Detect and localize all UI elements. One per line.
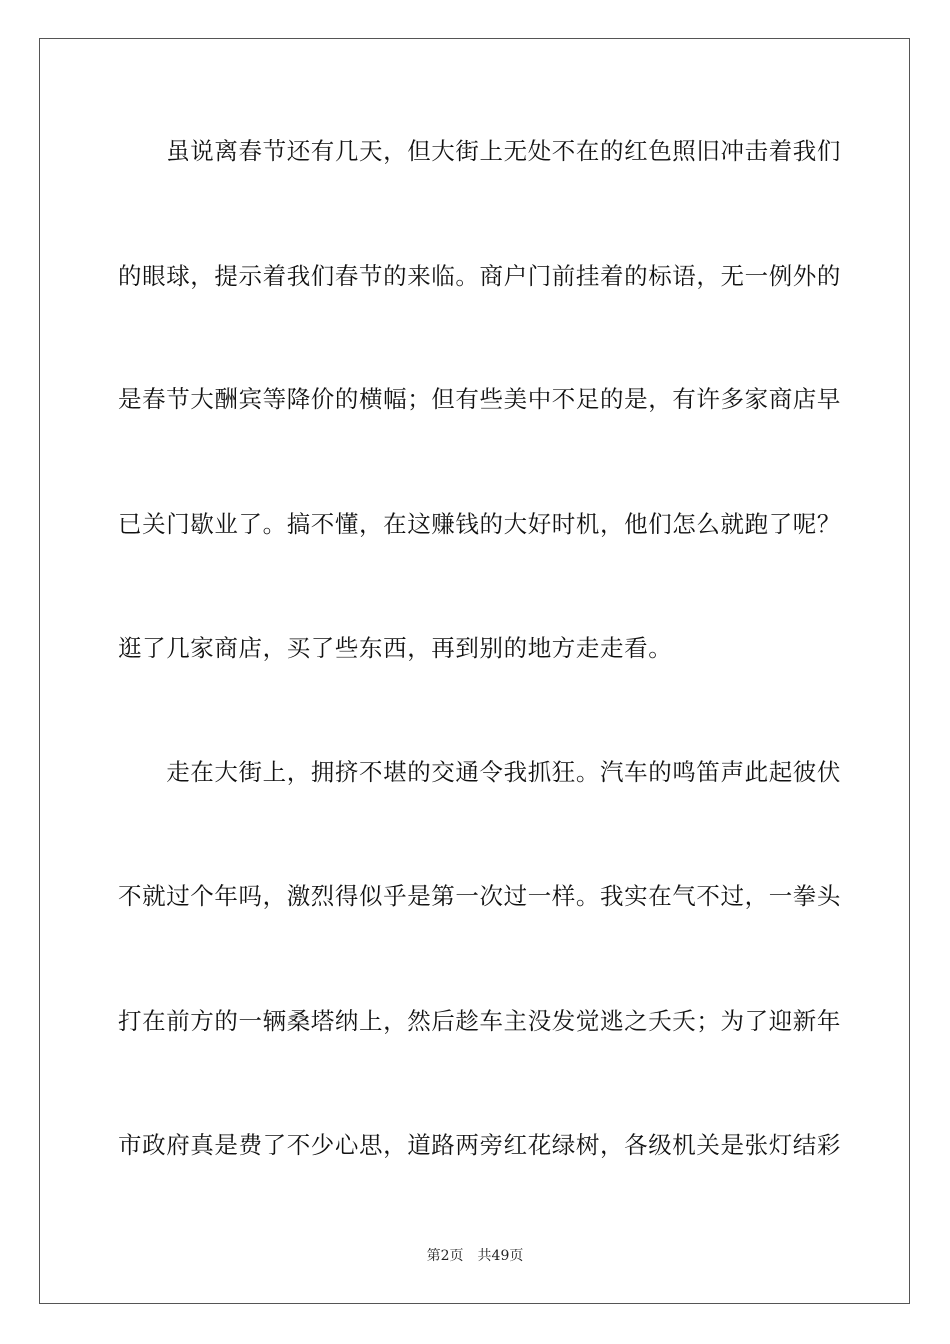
text-line: 的眼球，提示着我们春节的来临。商户门前挂着的标语，无一例外的 (118, 262, 841, 290)
page-total: 共49页 (477, 1248, 524, 1264)
text-line: 已关门歇业了。搞不懂，在这赚钱的大好时机，他们怎么就跑了呢？ (118, 510, 841, 538)
text-line: 虽说离春节还有几天，但大街上无处不在的红色照旧冲击着我们 (118, 137, 841, 165)
page-number: 第2页 (426, 1248, 464, 1264)
text-line: 不就过个年吗，激烈得似乎是第一次过一样。我实在气不过，一拳头 (118, 882, 841, 910)
page-footer (0, 1246, 950, 1266)
text-line: 是春节大酬宾等降价的横幅；但有些美中不足的是，有许多家商店早 (118, 385, 841, 413)
text-line: 逛了几家商店，买了些东西，再到别的地方走走看。 (118, 634, 673, 662)
page-frame (39, 38, 910, 1304)
text-line: 市政府真是费了不少心思，道路两旁红花绿树，各级机关是张灯结彩 (118, 1131, 841, 1159)
text-line: 打在前方的一辆桑塔纳上，然后趁车主没发觉逃之夭夭；为了迎新年 (118, 1007, 841, 1035)
text-line: 走在大街上，拥挤不堪的交通令我抓狂。汽车的鸣笛声此起彼伏 (118, 758, 841, 786)
